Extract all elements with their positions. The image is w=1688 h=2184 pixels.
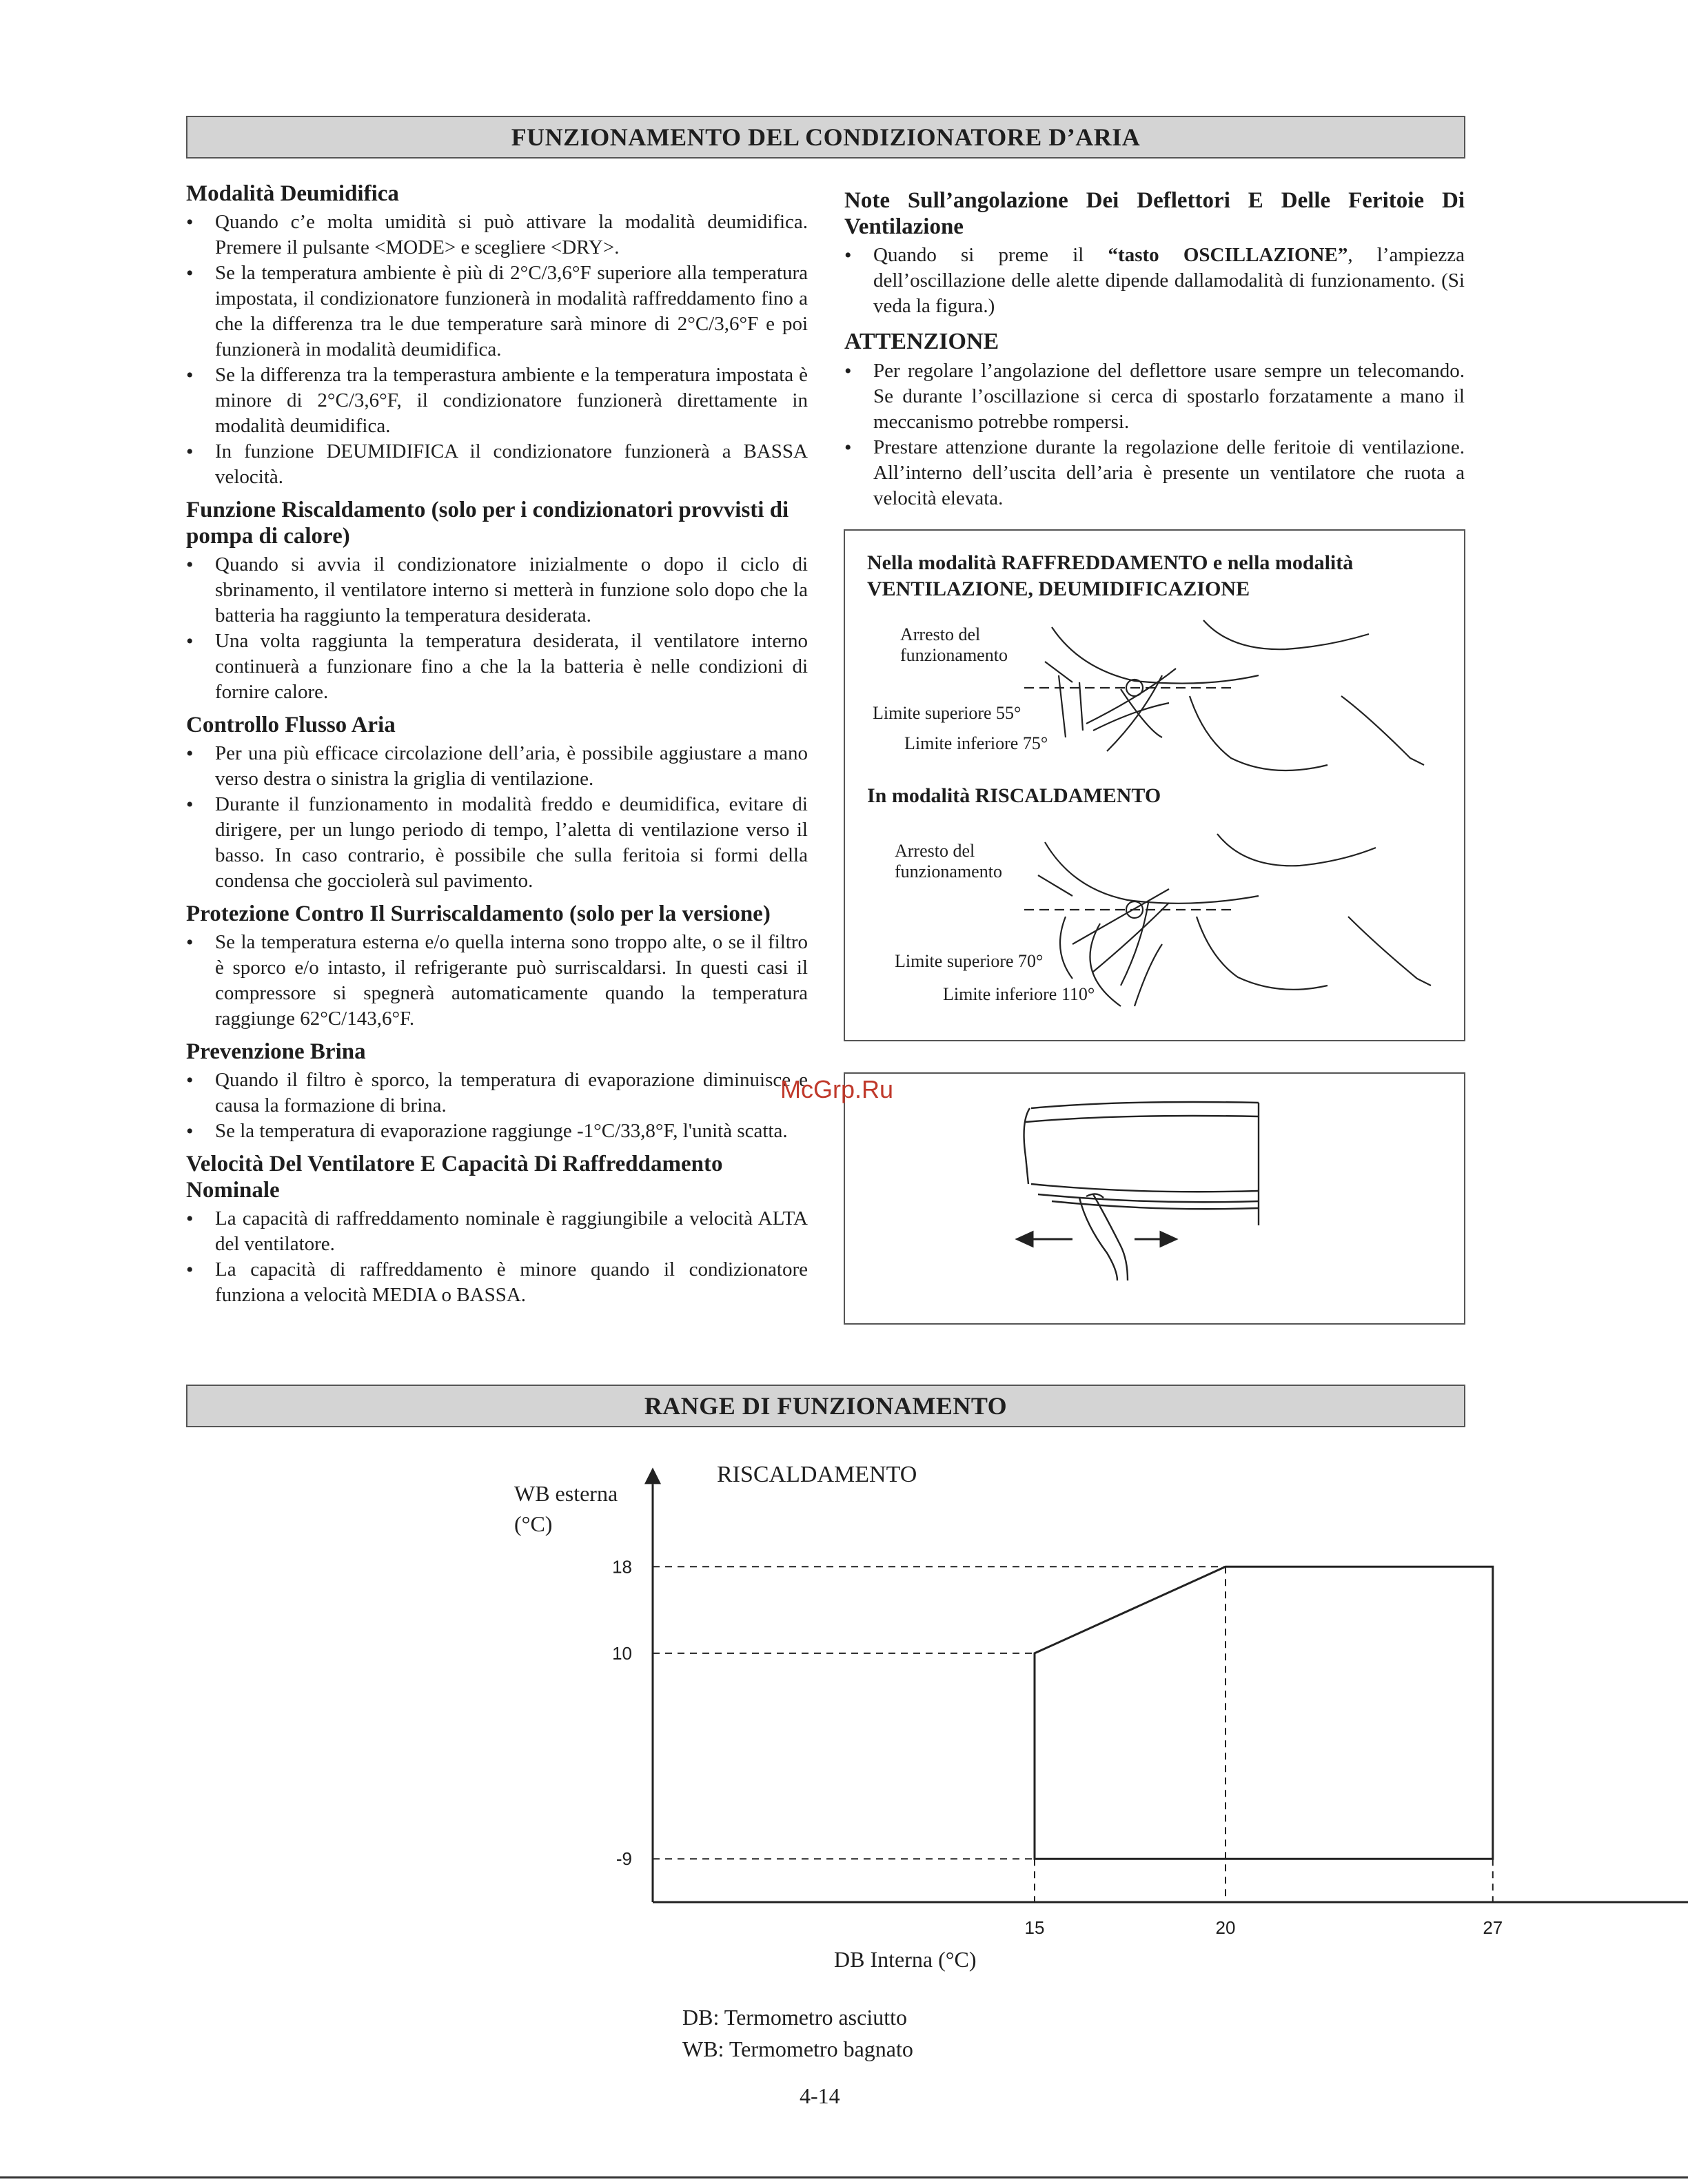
fig-heating-upper: Limite superiore 70°: [895, 951, 1044, 971]
heating-unit-outline: [1045, 842, 1259, 904]
cooling-arrow-down: [1059, 675, 1066, 737]
list-item: • Se la temperatura esterna e/o quella interna sono troppo alte, o se il filtro è sporco e/o intasto, il refrigerante può surriscaldarsi. In questi casi il compressore si spegnerà automaticamente quando la temperatura raggiunge 62°C/143,6°F.: [186, 930, 808, 1032]
footer-rule: [0, 2176, 1688, 2178]
cooling-flap-2: [1093, 703, 1169, 731]
unit-front-left: [1024, 1108, 1030, 1184]
fig-heating-title: In modalità RISCALDAMENTO: [867, 784, 1161, 807]
heading-attenzione: ATTENZIONE: [844, 329, 999, 354]
fig-cooling-stop-2: funzionamento: [900, 645, 1008, 665]
list-item: • Per regolare l’angolazione del deflettore usare sempre un telecomando. Se durante l’oscillazione si cerca di spostarlo forzatamente a mano il meccanismo potrebbe rompersi.: [844, 358, 1465, 435]
heating-unit-curve: [1217, 834, 1376, 866]
louver-line-art: [845, 1074, 1467, 1326]
chart-ticks: [612, 1556, 1503, 1938]
left-arrow-head: [1017, 1232, 1033, 1246]
list-item: • Se la differenza tra la temperastura ambiente e la temperatura impostata è minore di 2°C/3,6°F, il condizionatore funzionerà direttamente in modalità deumidifica.: [186, 363, 808, 439]
list-item: • Una volta raggiunta la temperatura desiderata, il ventilatore interno continuerà a funzionare fino a che la la batteria è nelle condizioni di fornire calore.: [186, 629, 808, 705]
note-text-bold: “tasto OSCILLAZIONE”: [1108, 244, 1348, 266]
heating-edge: [1348, 917, 1431, 986]
list-item: • Quando c’e molta umidità si può attivare la modalità deumidifica. Premere il pulsante <MODE> e scegliere <DRY>.: [186, 210, 808, 261]
list-item: • In funzione DEUMIDIFICA il condizionatore funzionerà a BASSA velocità.: [186, 439, 808, 490]
cooling-unit-curve: [1203, 620, 1369, 649]
heading-velocita: Velocità Del Ventilatore E Capacità Di Raffreddamento Nominale: [186, 1152, 723, 1203]
y-tick-label: 18: [612, 1556, 632, 1578]
heading-surriscaldamento: Protezione Contro Il Surriscaldamento (solo per la versione): [186, 901, 771, 926]
chart-xlabel: DB Interna (°C): [834, 1947, 977, 1972]
list-item: • Durante il funzionamento in modalità freddo e deumidifica, evitare di dirigere, per un lungo periodo di tempo, l’aletta di ventilazione verso il basso. In caso contrario, è possibile che sulla feritoia si formi della condensa che gocciolerà sul pavimento.: [186, 792, 808, 894]
figure-deflector-angles: [844, 529, 1465, 1041]
chart-title: RISCALDAMENTO: [717, 1462, 917, 1487]
figure-manual-louver: [844, 1072, 1465, 1325]
heading-brina: Prevenzione Brina: [186, 1039, 366, 1064]
heading-riscaldamento: Funzione Riscaldamento (solo per i condizionatori provvisti di pompa di calore): [186, 498, 789, 549]
heating-flap-4: [1135, 944, 1162, 1006]
list-item: • La capacità di raffreddamento è minore quando il condizionatore funziona a velocità MEDIA o BASSA.: [186, 1257, 808, 1308]
list-surriscaldamento: [186, 930, 808, 1032]
note-text-after: , l’ampiezza dell’oscillazione delle alette dipende dallamodalità di funzionamento. (Si veda la figura.): [873, 244, 1465, 317]
note-text-before: Quando si preme il: [873, 244, 1108, 266]
heating-arc-upper: [1060, 917, 1072, 979]
section-title-funzionamento: FUNZIONAMENTO DEL CONDIZIONATORE D’ARIA: [186, 116, 1465, 159]
list-attenzione: [844, 358, 1465, 511]
left-column: [186, 181, 808, 1308]
heading-flusso-aria: Controllo Flusso Aria: [186, 713, 396, 737]
x-tick-label: 15: [1024, 1917, 1045, 1938]
heating-arc-lower: [1090, 923, 1121, 1006]
chart-area: [1035, 1566, 1493, 1859]
section-title-range: RANGE DI FUNZIONAMENTO: [186, 1385, 1465, 1427]
x-tick-label: 27: [1483, 1917, 1503, 1938]
legend-wb: WB: Termometro bagnato: [682, 2037, 913, 2061]
list-velocita: [186, 1206, 808, 1308]
unit-top-line-1: [1031, 1102, 1259, 1108]
fig-cooling-stop-1: Arresto del: [900, 624, 981, 644]
unit-louver-line-1: [1038, 1194, 1259, 1202]
chart-ylabel-1: WB esterna: [514, 1481, 618, 1506]
page-number: 4-14: [800, 2083, 840, 2108]
list-item: • Quando il filtro è sporco, la temperatura di evaporazione diminuisce e causa la formazione di brina.: [186, 1068, 808, 1119]
cooling-lower-curve: [1190, 696, 1328, 770]
operating-range-chart: [482, 1447, 1503, 2012]
list-riscaldamento: [186, 552, 808, 705]
list-deumidifica: [186, 210, 808, 490]
fig-cooling-lower: Limite inferiore 75°: [904, 733, 1048, 753]
operating-range-polygon: [1035, 1566, 1493, 1859]
y-tick-label: -9: [616, 1848, 632, 1870]
list-brina: [186, 1068, 808, 1144]
list-item: • Per una più efficace circolazione dell’aria, è possibile aggiustare a mano verso destra o sinistra la griglia di ventilazione.: [186, 741, 808, 792]
list-note: [844, 243, 1465, 319]
legend-db: DB: Termometro asciutto: [682, 2005, 907, 2030]
y-tick-label: 10: [612, 1642, 632, 1664]
fig-heating-stop-2: funzionamento: [895, 861, 1002, 881]
list-item: [844, 243, 1465, 319]
chart-axes: [644, 1467, 1688, 1910]
unit-bottom-line: [1031, 1184, 1259, 1192]
x-tick-label: 20: [1215, 1917, 1236, 1938]
y-axis-arrow: [644, 1467, 661, 1484]
right-column: [844, 187, 1465, 511]
cooling-edge: [1341, 696, 1424, 765]
fig-cooling-title-2: VENTILAZIONE, DEUMIDIFICAZIONE: [867, 578, 1250, 600]
heating-lower-curve: [1197, 917, 1328, 990]
heading-deumidifica: Modalità Deumidifica: [186, 181, 399, 206]
list-item: • Prestare attenzione durante la regolazione delle feritoie di ventilazione. All’interno dell’uscita dell’aria è presente un ventilatore che ruota a velocità elevata.: [844, 435, 1465, 511]
chart-ylabel-2: (°C): [514, 1511, 553, 1536]
hand-outline-1: [1079, 1198, 1117, 1280]
chart-guides: [653, 1566, 1493, 1902]
list-flusso-aria: [186, 741, 808, 894]
right-arrow-head: [1161, 1232, 1176, 1246]
deflector-line-art: [845, 531, 1467, 1043]
watermark: McGrp.Ru: [780, 1075, 894, 1103]
list-item: • Se la temperatura di evaporazione raggiunge -1°C/33,8°F, l'unità scatta.: [186, 1119, 808, 1144]
unit-top-line-2: [1026, 1116, 1259, 1122]
list-item: • La capacità di raffreddamento nominale è raggiungibile a velocità ALTA del ventilatore.: [186, 1206, 808, 1257]
fig-cooling-upper: Limite superiore 55°: [873, 703, 1021, 723]
fig-cooling-title-1: Nella modalità RAFFREDDAMENTO e nella modalità: [867, 551, 1354, 574]
fig-heating-stop-1: Arresto del: [895, 841, 975, 861]
heading-note-deflettori: Note Sull’angolazione Dei Deflettori E Delle Feritoie Di Ventilazione: [844, 188, 1465, 239]
cooling-arrow-down-2: [1079, 682, 1083, 731]
cooling-unit-outline: [1052, 627, 1259, 684]
list-item: • Quando si avvia il condizionatore inizialmente o dopo il ciclo di sbrinamento, il ventilatore interno si metterà in funzione solo dopo che la batteria ha raggiunto la temperatura desiderata.: [186, 552, 808, 629]
fig-heating-lower: Limite inferiore 110°: [943, 984, 1095, 1004]
list-item: • Se la temperatura ambiente è più di 2°C/3,6°F superiore alla temperatura impostata, il condizionatore funzionerà in modalità raffreddamento fino a che la differenza tra le due temperature sarà minore di 2°C/3,6°F e poi funzionerà in modalità deumidifica.: [186, 261, 808, 363]
heating-stop-arrow: [1038, 875, 1072, 896]
